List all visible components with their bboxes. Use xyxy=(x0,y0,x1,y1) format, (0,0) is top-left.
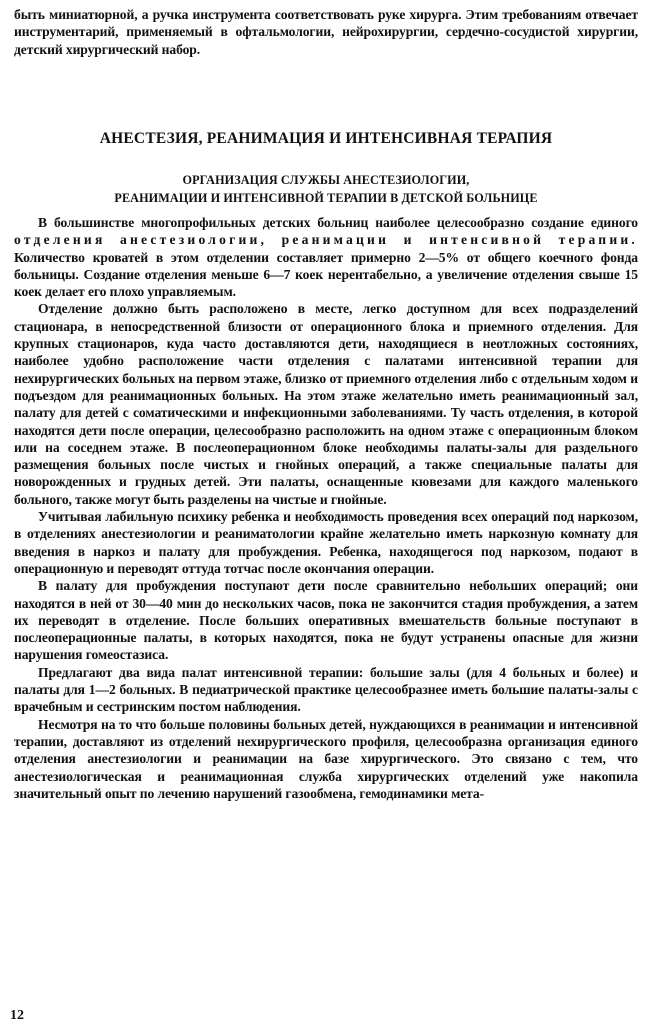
paragraph-1 xyxy=(14,214,638,300)
section-subtitle-line1: ОРГАНИЗАЦИЯ СЛУЖБЫ АНЕСТЕЗИОЛОГИИ, xyxy=(182,173,470,187)
intro-text: быть миниатюрной, а ручка инструмента соответствовать руке хирурга. Этим требованиям отвечает инструментарий, применяемый в офтальмологии, нейрохирургии, сердечно-сосудистой хирургии, детский хирургический набор. xyxy=(14,7,638,57)
paragraph-1-rest: Количество кроватей в этом отделении составляет примерно 2—5% от общего коечного фонда больницы. Создание отделения меньше 6—7 коек нерентабельно, а увеличение отделения свыше 15 коек делает его плохо управляемым. xyxy=(14,249,638,300)
paragraph-6: Несмотря на то что больше половины больных детей, нуждающихся в реанимации и интенсивной терапии, доставляют из отделений нехирургического профиля, целесообразна организация единого отделения анестезиологии и реанимации на базе хирургического. Это связано с тем, что анестезиологическая и реанимационная служба хирургических отделений уже накопила значительный опыт по лечению нарушений газообмена, гемодинамики мета- xyxy=(14,716,638,801)
body-text xyxy=(14,214,638,802)
section-subtitle xyxy=(14,171,638,207)
paragraph-5: Предлагают два вида палат интенсивной терапии: большие залы (для 4 больных и более) и палаты для 1—2 больных. В педиатрической практике целесообразнее иметь большие палаты-залы с врачебным и сестринским постом наблюдения. xyxy=(14,664,638,715)
paragraph-4: В палату для пробуждения поступают дети после сравнительно небольших операций; они находятся в ней от 30—40 мин до нескольких часов, пока не закончится стадия пробуждения, а затем их переводят в отделение. После больших оперативных вмешательств больные поступают в послеоперационные палаты, в которых находятся, пока не будут устранены опасные для жизни нарушения гомеостазиса. xyxy=(14,578,638,663)
section-title: АНЕСТЕЗИЯ, РЕАНИМАЦИЯ И ИНТЕНСИВНАЯ ТЕРАПИЯ xyxy=(99,130,553,147)
paragraph-1-emphasis: отделения анестезиологии, реанимации и интенсивной терапии. xyxy=(14,232,638,248)
paragraph-2: Отделение должно быть расположено в месте, легко доступном для всех подразделений стационара, в непосредственной близости от операционного блока и приемного отделения. Для крупных стационаров, куда часто доставляются дети, находящиеся в неотложных состояниях, наиболее удобно расположение части отделения с палатами интенсивной терапии для нехирургических больных на первом этаже, близко от приемного отделения либо с отдельным ходом и подъездом для реанимационных больных. На этом этаже желательно иметь реанимационный зал, палату для детей с соматическими и инфекционными заболеваниями. Ту часть отделения, в которой находятся дети после операции, целесообразно расположить на одном этаже с операционным блоком или на соседнем этаже. В послеоперационном блоке необходимы палаты-залы для раздельного размещения больных после чистых и гнойных операций, а также специальные палаты для новорожденных и грудных детей. Эти палаты, оснащенные кювезами для каждого маленького больного, также могут быть разделены на чистые и гнойные. xyxy=(14,301,638,507)
paragraph-3: Учитывая лабильную психику ребенка и необходимость проведения всех операций под наркозом, в отделениях анестезиологии и реаниматологии крайне желательно иметь наркозную комнату для введения в наркоз и палату для пробуждения. Ребенка, находящегося под наркозом, подают в операционную и переводят оттуда тотчас после окончания операции. xyxy=(14,509,638,576)
paragraph-1-lead: В большинстве многопрофильных детских больниц наиболее целесообразно создание единого xyxy=(38,215,638,230)
page-number: 12 xyxy=(10,1008,24,1023)
intro-paragraph xyxy=(14,6,638,58)
section-subtitle-line2: РЕАНИМАЦИИ И ИНТЕНСИВНОЙ ТЕРАПИИ В ДЕТСКОЙ БОЛЬНИЦЕ xyxy=(114,191,538,205)
